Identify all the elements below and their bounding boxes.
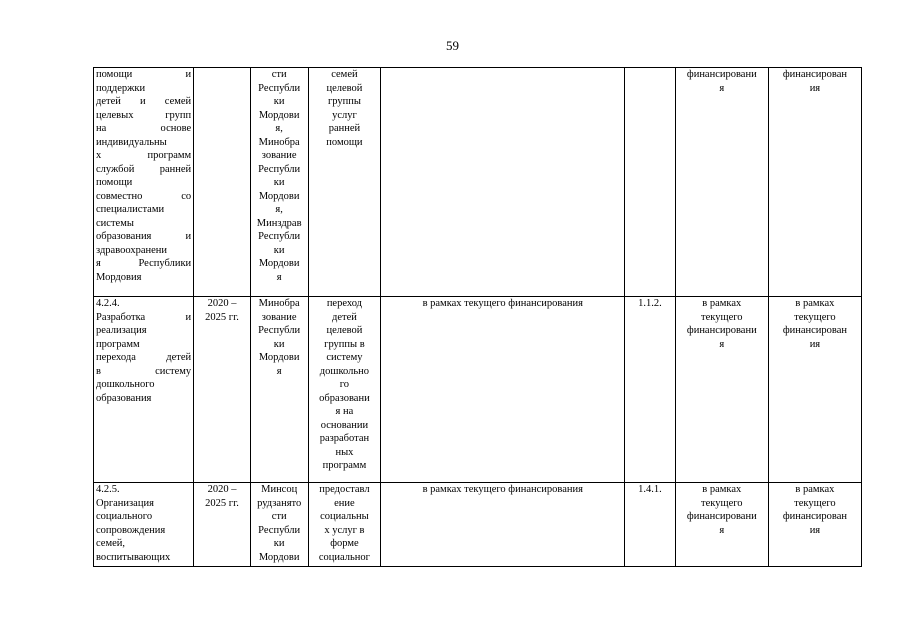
cell-line: сти bbox=[271, 511, 287, 522]
cell-line: Мордови bbox=[258, 258, 300, 269]
cell-line: в рамках bbox=[702, 298, 742, 309]
cell-text: 1.4.1. bbox=[638, 484, 662, 495]
cell-line: текущего bbox=[701, 497, 743, 509]
cell-line: программ bbox=[96, 338, 140, 350]
page-number: 59 bbox=[446, 38, 459, 53]
cell-line: ранней bbox=[328, 123, 361, 134]
cell-line: финансирован bbox=[782, 69, 848, 80]
cell-line: форме bbox=[330, 538, 359, 549]
cell-line: я bbox=[276, 271, 282, 283]
funding-cell-a bbox=[675, 68, 768, 297]
result-cell bbox=[308, 68, 381, 297]
cell-text: в рамках текущего финансирования bbox=[422, 484, 583, 495]
cell-line: финансирован bbox=[782, 511, 848, 522]
table-row bbox=[94, 483, 862, 567]
cell-line: финансирован bbox=[782, 325, 848, 336]
cell-line: службой ранней bbox=[96, 163, 192, 175]
cell-line: финансировани bbox=[686, 511, 757, 522]
cell-line: Мордовия bbox=[96, 271, 142, 283]
cell-line: текущего bbox=[794, 497, 836, 509]
cell-line: х программ bbox=[96, 150, 192, 161]
cell-line: семей bbox=[331, 69, 358, 80]
cell-line: ных bbox=[335, 446, 354, 458]
cell-line: х услуг в bbox=[324, 524, 365, 536]
financing-cell bbox=[381, 297, 625, 483]
cell-line: 2020 – bbox=[207, 484, 237, 495]
cell-line: 2020 – bbox=[207, 298, 237, 309]
cell-line: Разработка и bbox=[96, 311, 192, 323]
cell-line: я bbox=[719, 82, 725, 94]
cell-line: основании bbox=[320, 419, 369, 431]
term-cell bbox=[194, 68, 251, 297]
cell-line: зование bbox=[261, 150, 297, 161]
cell-line: социального bbox=[96, 511, 153, 522]
cell-line: образовани bbox=[319, 392, 370, 404]
cell-line: социальны bbox=[320, 511, 369, 522]
cell-line: ки bbox=[273, 338, 285, 350]
financing-cell bbox=[381, 68, 625, 297]
cell-line: предоставл bbox=[319, 484, 370, 495]
cell-line: Минобра bbox=[258, 136, 300, 148]
cell-line: Организация bbox=[96, 497, 154, 509]
cell-line: Республи bbox=[258, 231, 301, 242]
cell-line: перехода детей bbox=[96, 352, 192, 363]
cell-line: целевой bbox=[326, 82, 363, 94]
cell-line: детей bbox=[331, 311, 357, 323]
financing-cell bbox=[381, 483, 625, 567]
measure-cell bbox=[94, 297, 194, 483]
cell-text: 1.1.2. bbox=[638, 298, 662, 309]
cell-line: зование bbox=[261, 311, 297, 323]
cell-line: текущего bbox=[701, 311, 743, 323]
term-cell bbox=[194, 297, 251, 483]
cell-line: помощи bbox=[326, 136, 363, 148]
cell-line: группы в bbox=[324, 338, 365, 350]
cell-line: 2025 гг. bbox=[205, 497, 239, 509]
executor-cell bbox=[250, 297, 308, 483]
cell-line: ение bbox=[334, 497, 355, 509]
cell-line: дошкольно bbox=[319, 365, 370, 377]
cell-line: в рамках bbox=[795, 298, 835, 309]
measure-cell bbox=[94, 68, 194, 297]
cell-line: ия bbox=[809, 338, 821, 350]
cell-line: в рамках bbox=[702, 484, 742, 495]
cell-line: услуг bbox=[332, 109, 357, 121]
table-row bbox=[94, 297, 862, 483]
cell-line: разработан bbox=[319, 433, 370, 444]
cell-line: поддержки bbox=[96, 82, 146, 94]
cell-line: я Республики bbox=[96, 258, 192, 269]
cell-line: группы bbox=[327, 96, 361, 107]
executor-cell bbox=[250, 68, 308, 297]
cell-line: Республи bbox=[258, 524, 301, 536]
cell-line: ки bbox=[273, 177, 285, 188]
funding-cell-b bbox=[768, 297, 861, 483]
cell-line: на основе bbox=[96, 123, 192, 134]
cell-line: воспитывающих bbox=[96, 551, 171, 563]
cell-line: целевых групп bbox=[96, 109, 192, 121]
indicator-cell bbox=[625, 297, 676, 483]
cell-line: ия bbox=[809, 524, 821, 536]
cell-line: переход bbox=[326, 298, 363, 309]
cell-line: я на bbox=[335, 406, 354, 417]
funding-cell-a bbox=[675, 483, 768, 567]
cell-line: я, bbox=[275, 123, 283, 134]
cell-line: я bbox=[719, 338, 725, 350]
cell-line: образования и bbox=[96, 231, 192, 242]
term-cell bbox=[194, 483, 251, 567]
cell-line: помощи bbox=[96, 177, 133, 188]
cell-line: 4.2.4. bbox=[96, 298, 120, 309]
cell-line: систему bbox=[326, 352, 363, 363]
cell-line: программ bbox=[322, 460, 367, 471]
cell-line: социальног bbox=[318, 551, 370, 563]
cell-line: текущего bbox=[794, 311, 836, 323]
cell-line: Мордови bbox=[258, 109, 300, 121]
cell-line: Мордови bbox=[258, 352, 300, 363]
funding-cell-b bbox=[768, 68, 861, 297]
cell-line: Республи bbox=[258, 325, 301, 336]
cell-line: 2025 гг. bbox=[205, 311, 239, 323]
cell-line: реализация bbox=[96, 325, 147, 336]
cell-line: специалистами bbox=[96, 204, 165, 215]
cell-line: помощи и bbox=[96, 69, 192, 80]
cell-line: финансировани bbox=[686, 325, 757, 336]
cell-line: я bbox=[276, 365, 282, 377]
cell-line: дошкольного bbox=[96, 379, 155, 390]
cell-line: образования bbox=[96, 392, 152, 404]
cell-line: Минсоц bbox=[261, 484, 298, 495]
measure-cell bbox=[94, 483, 194, 567]
cell-line: я, bbox=[275, 204, 283, 215]
measures-table bbox=[93, 67, 862, 567]
cell-line: финансировани bbox=[686, 69, 757, 80]
cell-line: детей и семей bbox=[96, 96, 192, 107]
table-row bbox=[94, 68, 862, 297]
result-cell bbox=[308, 483, 381, 567]
cell-line: ия bbox=[809, 82, 821, 94]
funding-cell-b bbox=[768, 483, 861, 567]
cell-line: я bbox=[719, 524, 725, 536]
cell-line: семей, bbox=[96, 538, 125, 549]
indicator-cell bbox=[625, 483, 676, 567]
cell-line: здравоохранени bbox=[96, 244, 168, 256]
cell-line: ки bbox=[273, 96, 285, 107]
cell-line: ки bbox=[273, 538, 285, 549]
cell-line: Минобра bbox=[258, 298, 300, 309]
cell-line: 4.2.5. bbox=[96, 484, 120, 495]
cell-line: Минздрав bbox=[256, 217, 302, 229]
cell-line: индивидуальны bbox=[96, 136, 167, 148]
funding-cell-a bbox=[675, 297, 768, 483]
cell-line: Республи bbox=[258, 82, 301, 94]
cell-line: Республи bbox=[258, 163, 301, 175]
executor-cell bbox=[250, 483, 308, 567]
indicator-cell bbox=[625, 68, 676, 297]
cell-line: целевой bbox=[326, 325, 363, 336]
cell-line: рудзанято bbox=[257, 497, 302, 509]
cell-line: сопровождения bbox=[96, 524, 166, 536]
result-cell bbox=[308, 297, 381, 483]
cell-line: сти bbox=[271, 69, 287, 80]
cell-line: в системy bbox=[96, 365, 192, 377]
cell-line: ки bbox=[273, 244, 285, 256]
cell-line: Мордови bbox=[258, 190, 300, 202]
cell-text: в рамках текущего финансирования bbox=[422, 298, 583, 309]
cell-line: совместно со bbox=[96, 190, 192, 202]
cell-line: в рамках bbox=[795, 484, 835, 495]
cell-line: Мордови bbox=[258, 551, 300, 563]
cell-line: системы bbox=[96, 217, 134, 229]
cell-line: го bbox=[339, 379, 350, 390]
